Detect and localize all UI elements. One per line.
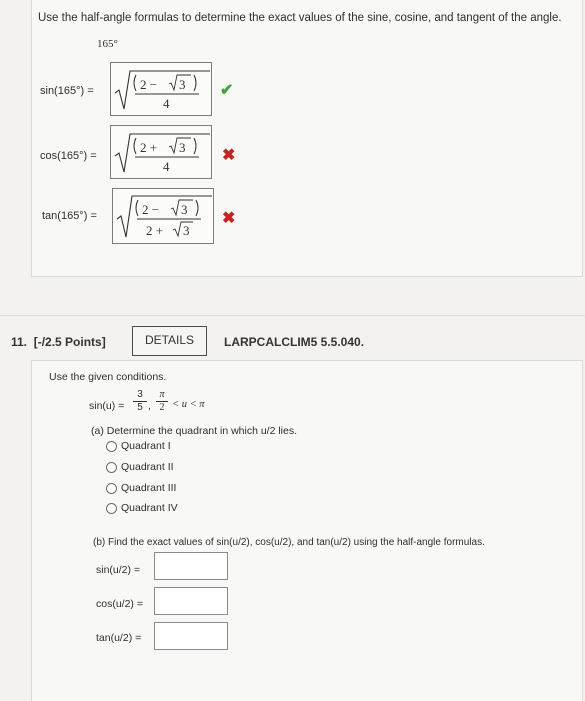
given-conditions-intro: Use the given conditions. — [49, 371, 167, 383]
tan-165-label: tan(165°) = — [42, 210, 97, 222]
quadrant-iv-label: Quadrant IV — [121, 502, 178, 514]
denominator: 4 — [163, 96, 170, 111]
correct-check-icon: ✔ — [220, 82, 234, 99]
numerator-radicand: 3 — [179, 140, 186, 155]
fraction-3-5: 3 5 — [133, 389, 147, 413]
tan-165-radical-expression — [113, 189, 213, 243]
quadrant-ii-label: Quadrant II — [121, 461, 174, 473]
sin-half-u-label: sin(u/2) = — [96, 564, 141, 576]
sin-165-answer-box[interactable] — [110, 62, 212, 116]
denominator-radicand: 3 — [183, 223, 190, 238]
given-angle: 165° — [97, 38, 118, 50]
quadrant-i-radio[interactable] — [106, 441, 117, 452]
numerator-prefix: 2 − — [142, 202, 160, 217]
cos-half-u-label: cos(u/2) = — [96, 598, 143, 610]
numerator-radicand: 3 — [179, 77, 186, 92]
quadrant-iv-radio[interactable] — [106, 503, 117, 514]
problem-code: LARPCALCLIM5 5.5.040. — [224, 335, 365, 349]
quadrant-ii-radio[interactable] — [106, 462, 117, 473]
part-b-prompt: (b) Find the exact values of sin(u/2), cos(u/2), and tan(u/2) using the half-angle formulas. — [93, 537, 485, 548]
section-divider — [0, 315, 585, 316]
details-button[interactable]: DETAILS — [132, 326, 207, 356]
part-a-prompt: (a) Determine the quadrant in which u/2 lies. — [91, 425, 298, 437]
tan-half-u-label: tan(u/2) = — [96, 632, 142, 644]
tan-165-answer-box[interactable] — [112, 188, 214, 244]
condition-lhs: sin(u) = — [89, 400, 125, 412]
tan-half-u-input[interactable] — [154, 622, 228, 650]
numerator-radicand: 3 — [181, 202, 188, 217]
numerator-prefix: 2 + — [140, 140, 158, 155]
sin-165-label: sin(165°) = — [40, 85, 94, 97]
denominator: 4 — [163, 159, 170, 174]
quadrant-iii-radio[interactable] — [106, 483, 117, 494]
sin-165-radical-expression — [111, 63, 211, 115]
incorrect-x-icon: ✖ — [222, 210, 236, 227]
question-number-and-points: 11. [-/2.5 Points] — [11, 335, 106, 349]
denominator-prefix: 2 + — [146, 223, 164, 238]
incorrect-x-icon: ✖ — [222, 147, 236, 164]
fraction-pi-2: π 2 — [156, 389, 168, 413]
quadrant-i-label: Quadrant I — [121, 440, 171, 452]
sin-half-u-input[interactable] — [154, 552, 228, 580]
condition-comma: , — [148, 400, 151, 412]
cos-165-radical-expression — [111, 126, 211, 178]
cos-165-label: cos(165°) = — [40, 150, 97, 162]
problem-10-instruction: Use the half-angle formulas to determine the exact values of the sine, cosine, and tangent of the angle. — [38, 12, 562, 24]
numerator-prefix: 2 − — [140, 77, 158, 92]
condition-inequality: < u < π — [172, 399, 205, 410]
cos-half-u-input[interactable] — [154, 587, 228, 615]
cos-165-answer-box[interactable] — [110, 125, 212, 179]
quadrant-iii-label: Quadrant III — [121, 482, 177, 494]
